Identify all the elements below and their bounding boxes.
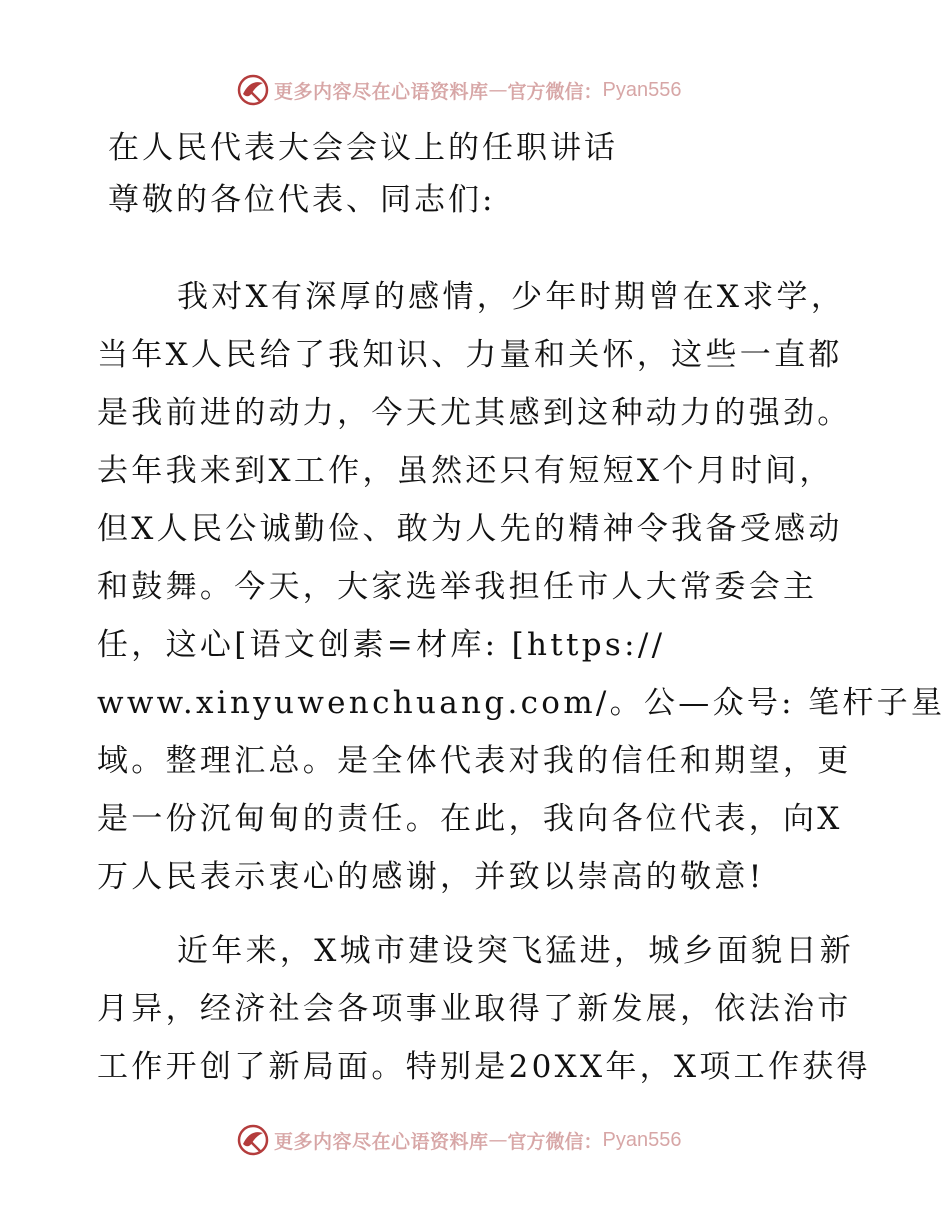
text-line: 是一份沉甸甸的责任。在此，我向各位代表，向X (97, 801, 843, 837)
watermark-text: 更多内容尽在心语资料库 (274, 80, 489, 103)
text-line: www.xinyuwenchuang.com/。公—众号: 笔杆子星 (97, 685, 946, 721)
text-line: 域。整理汇总。是全体代表对我的信任和期望，更 (97, 743, 852, 779)
paragraph-2 (97, 922, 871, 1096)
document-title: 在人民代表大会会议上的任职讲话 (108, 130, 618, 166)
text-line: 工作开创了新局面。特别是20XX年，X项工作获得 (97, 1049, 871, 1085)
text-line: 当年X人民给了我知识、力量和关怀，这些一直都 (97, 337, 843, 373)
text-line: 和鼓舞。今天，大家选举我担任市人大常委会主 (97, 569, 818, 605)
watermark-wechat-id: Pyan556 (602, 78, 682, 101)
brand-logo-icon (236, 73, 270, 107)
text-line: 但X人民公诚勤俭、敢为人先的精神令我备受感动 (97, 511, 843, 547)
text-line: 我对X有深厚的感情，少年时期曾在X求学， (177, 279, 846, 315)
watermark-separator: — (488, 1129, 508, 1151)
paragraph-1 (97, 268, 946, 906)
watermark-separator: — (488, 79, 508, 101)
text-line: 是我前进的动力，今天尤其感到这种动力的强劲。 (97, 395, 852, 431)
text-line: 月异，经济社会各项事业取得了新发展，依法治市 (97, 991, 852, 1027)
text-line: 近年来，X城市建设突飞猛进，城乡面貌日新 (177, 933, 855, 969)
text-line: 去年我来到X工作，虽然还只有短短X个月时间， (97, 453, 834, 489)
watermark-label: 官方微信： (507, 80, 603, 103)
text-line: 任，这心[语文创素=材库: [https:// (97, 627, 666, 663)
salutation: 尊敬的各位代表、同志们: (108, 182, 496, 218)
watermark-text: 更多内容尽在心语资料库 (274, 1130, 489, 1153)
watermark-footer (236, 1122, 682, 1158)
brand-logo-icon (236, 1123, 270, 1157)
watermark-header (236, 72, 682, 108)
watermark-wechat-id: Pyan556 (602, 1128, 682, 1151)
text-line: 万人民表示衷心的感谢，并致以崇高的敬意! (97, 859, 765, 895)
watermark-label: 官方微信： (507, 1130, 603, 1153)
